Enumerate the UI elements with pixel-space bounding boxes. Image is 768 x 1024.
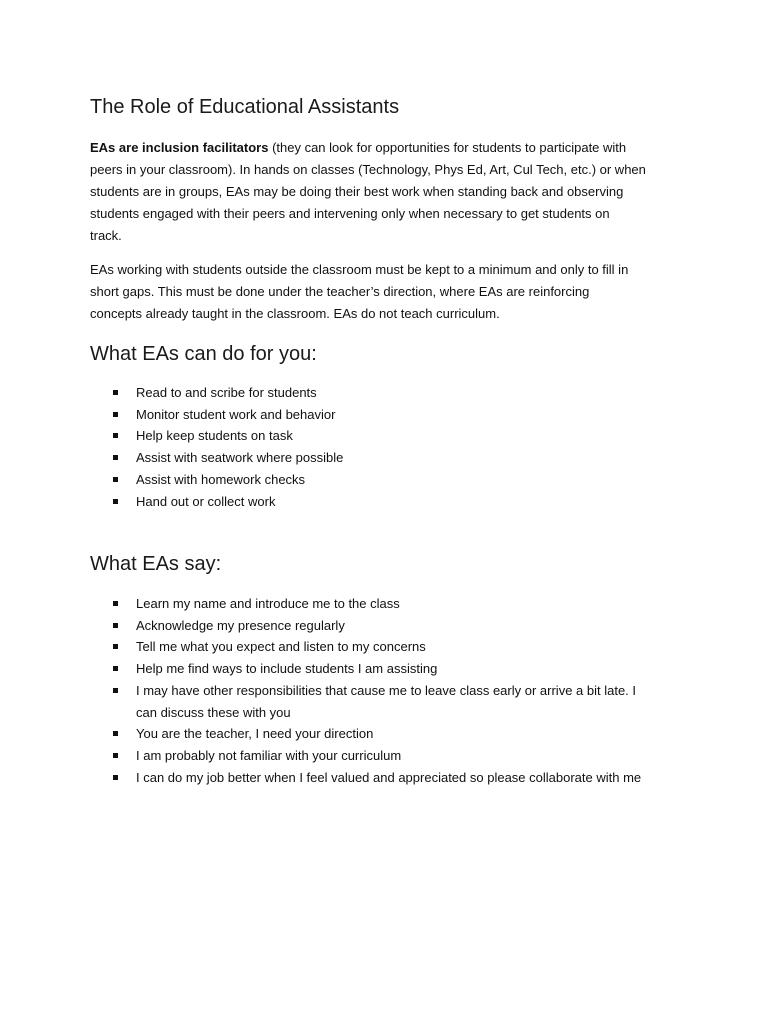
intro-line-1-rest: (they can look for opportunities for students to participate with [268,140,627,155]
eas-say-heading: What EAs say: [90,553,222,575]
list-item: Help me find ways to include students I am assisting [0,658,768,680]
intro-paragraph [90,137,680,247]
list-item: Hand out or collect work [0,491,768,513]
square-bullet-icon [113,477,118,482]
intro-line-2: peers in your classroom). In hands on classes (Technology, Phys Ed, Art, Cul Tech, etc.) or when [90,162,646,177]
eas-say-list [0,593,768,788]
list-item: Acknowledge my presence regularly [0,615,768,637]
square-bullet-icon [113,775,118,780]
outside-classroom-paragraph [90,259,680,325]
para2-line-2: short gaps. This must be done under the teacher’s direction, where EAs are reinforcing [90,284,590,299]
list-item: Help keep students on task [0,425,768,447]
square-bullet-icon [113,688,118,693]
square-bullet-icon [113,731,118,736]
intro-line-4: students engaged with their peers and intervening only when necessary to get students on [90,206,610,221]
square-bullet-icon [113,753,118,758]
square-bullet-icon [113,499,118,504]
square-bullet-icon [113,623,118,628]
intro-line-3: students are in groups, EAs may be doing their best work when standing back and observing [90,184,624,199]
para2-line-1: EAs working with students outside the classroom must be kept to a minimum and only to fill in [90,262,629,277]
square-bullet-icon [113,412,118,417]
square-bullet-icon [113,601,118,606]
square-bullet-icon [113,644,118,649]
can-do-heading: What EAs can do for you: [90,343,317,365]
list-item: Read to and scribe for students [0,382,768,404]
square-bullet-icon [113,433,118,438]
square-bullet-icon [113,455,118,460]
list-item: Monitor student work and behavior [0,404,768,426]
square-bullet-icon [113,390,118,395]
list-item: Assist with seatwork where possible [0,447,768,469]
square-bullet-icon [113,666,118,671]
list-item: I am probably not familiar with your curriculum [0,745,768,767]
intro-line-5: track. [90,228,122,243]
intro-line-1 [90,137,680,159]
list-item: Assist with homework checks [0,469,768,491]
list-item-continuation: can discuss these with you [136,704,291,720]
list-item: I may have other responsibilities that cause me to leave class early or arrive a bit late. I [0,680,768,702]
para2-line-3: concepts already taught in the classroom. EAs do not teach curriculum. [90,306,500,321]
page-title: The Role of Educational Assistants [90,96,400,118]
list-item: Learn my name and introduce me to the class [0,593,768,615]
intro-bold-phrase: EAs are inclusion facilitators [90,140,269,155]
list-item: You are the teacher, I need your direction [0,723,768,745]
list-item: Tell me what you expect and listen to my concerns [0,636,768,658]
can-do-list [0,382,768,512]
list-item: I can do my job better when I feel valued and appreciated so please collaborate with me [0,767,768,789]
